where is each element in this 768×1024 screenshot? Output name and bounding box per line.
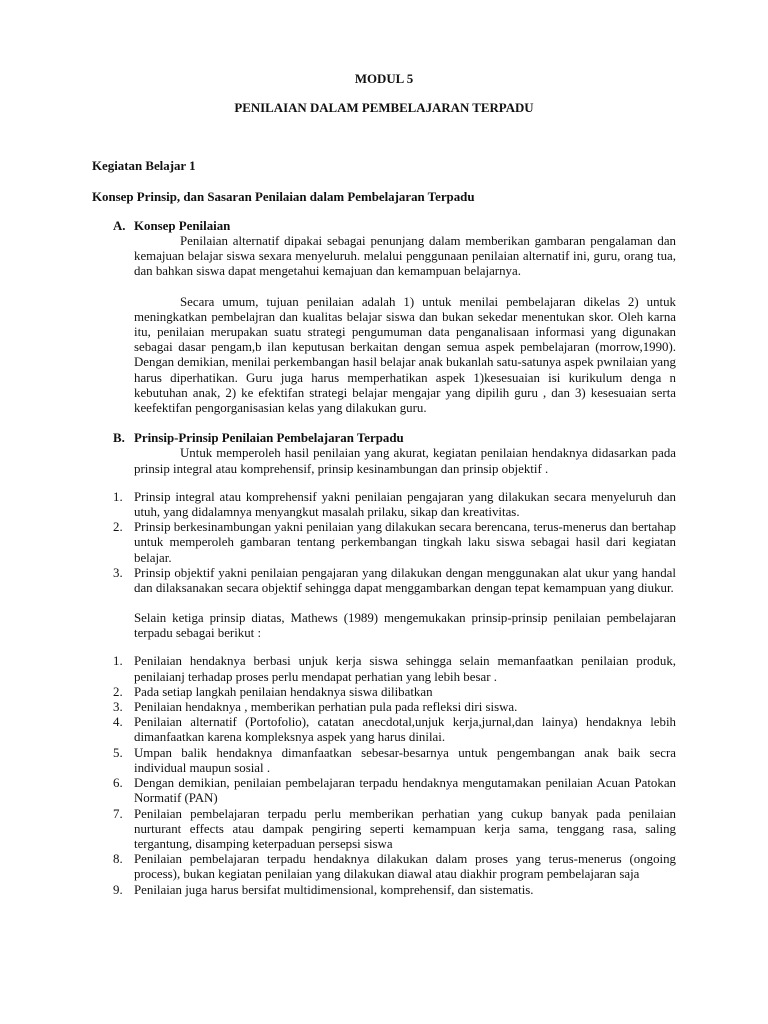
list-item-text: Prinsip objektif yakni penilaian pengajaran yang dilakukan dengan menggunakan alat ukur yang handal dan dilaksanakan secara objektif sehingga dapat menggambarkan dengan tepat kemampuan yang diukur. xyxy=(134,565,676,595)
list-item-number: 4. xyxy=(113,715,123,730)
list-item-number: 9. xyxy=(113,882,123,897)
module-title: MODUL 5 xyxy=(354,72,414,86)
list-item-text: Penilaian hendaknya , memberikan perhatian pula pada refleksi diri siswa. xyxy=(134,700,518,715)
list-item xyxy=(113,776,676,806)
section-b-label: B. xyxy=(113,431,125,446)
list-item xyxy=(113,654,676,684)
list-item-number: 1. xyxy=(113,654,123,669)
list-item-text: Penilaian hendaknya berbasi unjuk kerja siswa sehingga selain memanfaatkan penilaian produk, penilaianj terhadap proses perlu mendapat perhatian yang lebih besar . xyxy=(134,654,676,684)
list-item-text: Penilaian juga harus bersifat multidimensional, komprehensif, dan sistematis. xyxy=(134,882,534,897)
list-item xyxy=(113,883,676,898)
section-b-title: Prinsip-Prinsip Penilaian Pembelajaran Terpadu xyxy=(134,431,404,446)
list-item-text: Pada setiap langkah penilaian hendaknya siswa dilibatkan xyxy=(134,684,433,699)
list-item-text: Umpan balik hendaknya dimanfaatkan sebesar-besarnya untuk pengembangan anak baik secra individual maupun sosial . xyxy=(134,745,676,775)
list-item xyxy=(113,746,676,776)
list-item xyxy=(113,566,676,596)
section-b-intro: Untuk memperoleh hasil penilaian yang akurat, kegiatan penilaian hendaknya didasarkan pada prinsip integral atau komprehensif, prinsip kesinambungan dan prinsip objektif . xyxy=(134,446,676,476)
mathews-intro: Selain ketiga prinsip diatas, Mathews (1989) mengemukakan prinsip-prinsip penilaian pembelajaran terpadu sebagai berikut : xyxy=(134,611,676,641)
list-item-number: 1. xyxy=(113,489,123,504)
section-a-paragraph-1: Penilaian alternatif dipakai sebagai penunjang dalam memberikan gambaran pengalaman dan kemajuan belajar siswa sexara menyeluruh. melalui penggunaan penilaian alternatif ini, guru, orang tua, dan bahkan siswa dapat mengetahui kemajuan dan kemampuan belajarnya. xyxy=(134,234,676,279)
section-a-heading xyxy=(113,219,676,234)
section-a-label: A. xyxy=(113,218,126,233)
section-a-title: Konsep Penilaian xyxy=(134,218,231,233)
list-item xyxy=(113,807,676,853)
list-item-number: 6. xyxy=(113,776,123,791)
list-item-number: 8. xyxy=(113,852,123,867)
principles-list xyxy=(113,490,676,596)
mathews-list xyxy=(113,654,676,897)
list-item-text: Penilaian alternatif (Portofolio), catatan anecdotal,unjuk kerja,jurnal,dan lainya) hendaknya lebih dimanfaatkan karena kompleksnya aspek yang harus dinilai. xyxy=(134,715,676,745)
subtitle-heading: Konsep Prinsip, dan Sasaran Penilaian dalam Pembelajaran Terpadu xyxy=(92,189,475,204)
main-title: PENILAIAN DALAM PEMBELAJARAN TERPADU xyxy=(234,101,534,116)
list-item xyxy=(113,700,676,715)
list-item-number: 2. xyxy=(113,684,123,699)
kegiatan-heading: Kegiatan Belajar 1 xyxy=(92,159,196,174)
list-item-number: 5. xyxy=(113,745,123,760)
list-item xyxy=(113,685,676,700)
list-item-text: Prinsip integral atau komprehensif yakni penilaian pengajaran yang dilakukan secara menyeluruh dan utuh, yang didalamnya menyangkut masalah prilaku, sikap dan kreativitas. xyxy=(134,489,676,519)
list-item-text: Penilaian pembelajaran terpadu hendaknya dilakukan dalam proses yang terus-menerus (ongoing process), bukan kegiatan penilaian yang dilakukan diawal atau diakhir program pembelajaran saja xyxy=(134,852,676,882)
list-item-text: Prinsip berkesinambungan yakni penilaian yang dilakukan secara berencana, terus-menerus dan bertahap untuk memperoleh gambaran tentang perkembangan tingkah laku siswa sebagai hasil dari kegiatan belajar. xyxy=(134,520,676,565)
section-a-paragraph-2: Secara umum, tujuan penilaian adalah 1) untuk menilai pembelajaran dikelas 2) untuk meningkatkan pembelajran dan kualitas belajar siswa dan bukan sekedar menentukan skor. Oleh karna itu, penilaian merupakan suatu strategi pengumuman data penganalisaan informasi yang digunakan sebagai dasar pengam,b ilan keputusan berkaitan dengan semua aspek pembelajaran (morrow,1990). Dengan demikian, menilai perkembangan hasil belajar anak bukanlah satu-satunya aspek pwnilaian yang harus diperhatikan. Guru juga harus memperhatikan aspek 1)kesesuaian isi kurikulum denga n kebutuhan anak, 2) ke efektifan strategi belajar mengajar yang dipilih guru , dan 3) kesesuaian serta keefektifan pengorganisasian kelas yang dilakukan guru. xyxy=(134,294,676,416)
list-item-number: 2. xyxy=(113,520,123,535)
list-item-number: 3. xyxy=(113,700,123,715)
list-item xyxy=(113,520,676,566)
list-item-number: 3. xyxy=(113,565,123,580)
list-item xyxy=(113,490,676,520)
list-item-number: 7. xyxy=(113,806,123,821)
list-item xyxy=(113,715,676,745)
list-item-text: Dengan demikian, penilaian pembelajaran terpadu hendaknya mengutamakan penilaian Acuan Patokan Normatif (PAN) xyxy=(134,776,676,806)
section-b-heading xyxy=(113,431,676,446)
list-item xyxy=(113,852,676,882)
list-item-text: Penilaian pembelajaran terpadu perlu memberikan perhatian yang cukup banyak pada penilaian nurturant effects atau dampak pengiring seperti kemampuan kerja sama, tenggang rasa, saling tergantung, disamping keterpaduan persepsi siswa xyxy=(134,806,676,851)
